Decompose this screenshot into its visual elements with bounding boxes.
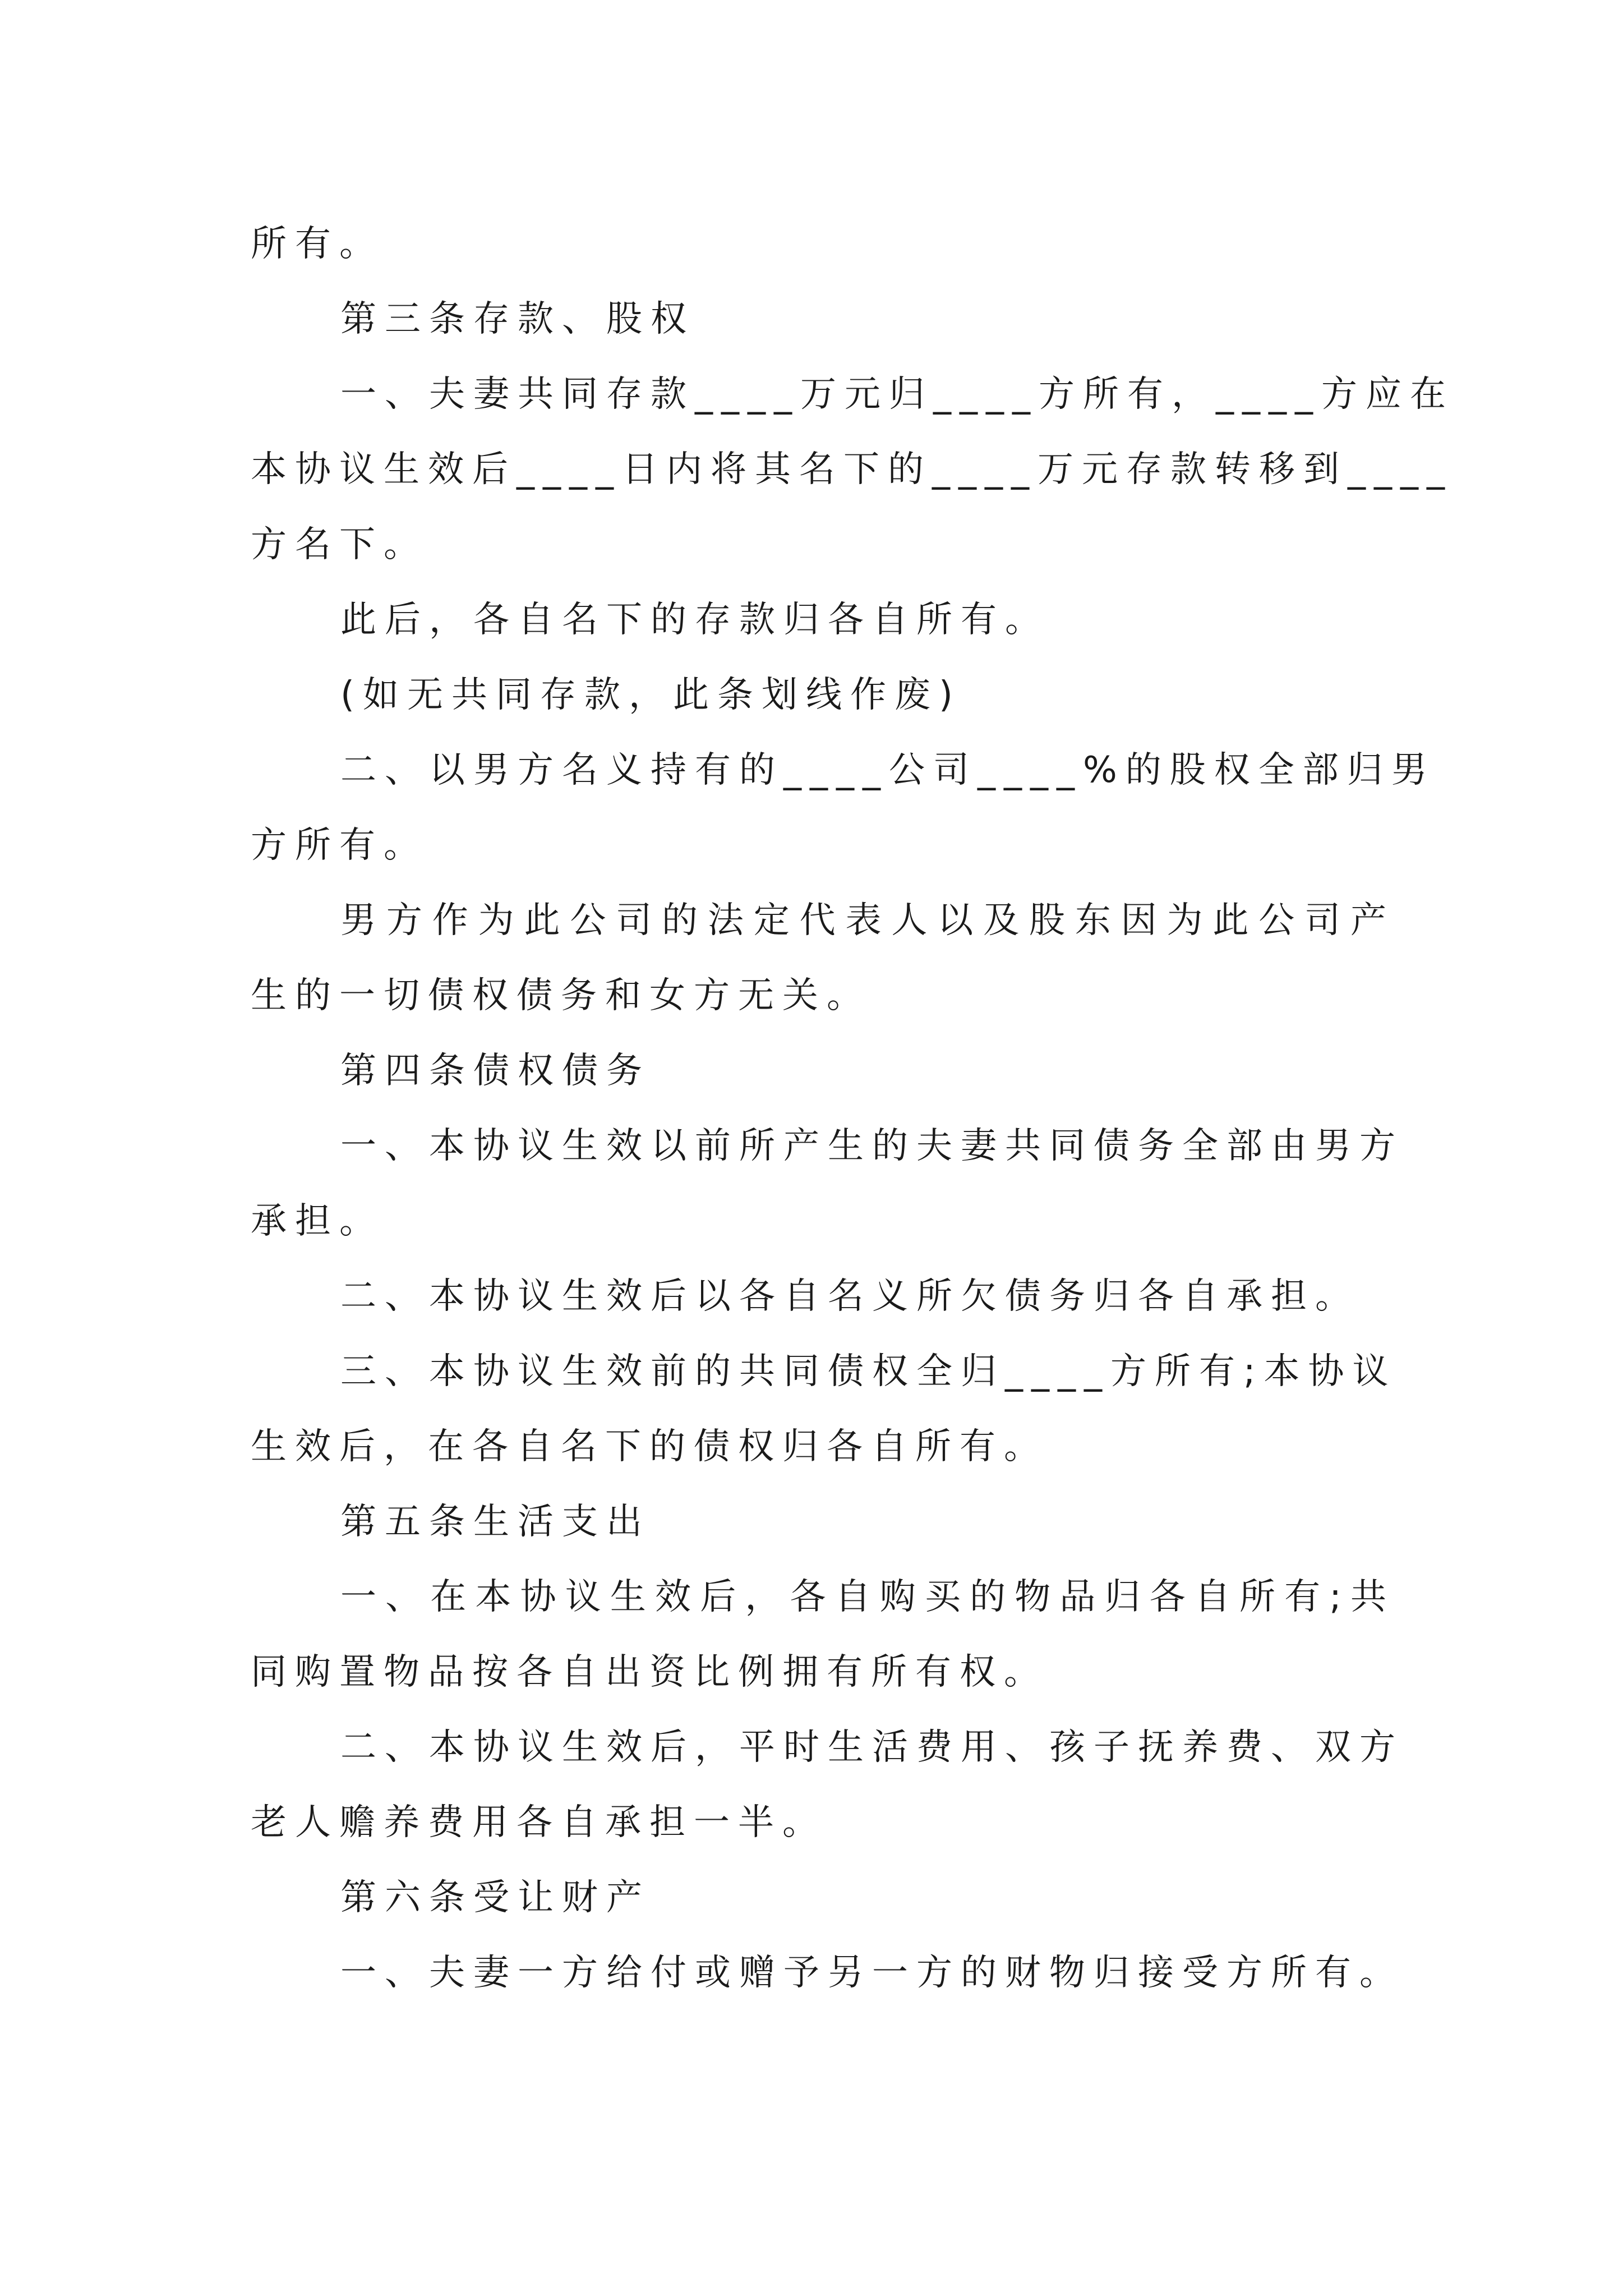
section-heading: 第四条债权债务 xyxy=(340,1050,651,1092)
paragraph-line: 一、夫妻一方给付或赠予另一方的财物归接受方所有。 xyxy=(340,1952,1404,1994)
paragraph-line: 方所有。 xyxy=(251,825,428,866)
paragraph-line: 二、本协议生效后以各自名义所欠债务归各自承担。 xyxy=(340,1276,1359,1317)
paragraph-line: 此后，各自名下的存款归各自所有。 xyxy=(340,599,1049,641)
paragraph-line: 三、本协议生效前的共同债权全归____方所有;本协议 xyxy=(340,1351,1397,1392)
paragraph-line: 老人赡养费用各自承担一半。 xyxy=(251,1802,827,1843)
paragraph-line: 本协议生效后____日内将其名下的____万元存款转移到____ xyxy=(251,449,1453,490)
paragraph-line: 方名下。 xyxy=(251,524,428,565)
paragraph-line: 生的一切债权债务和女方无关。 xyxy=(251,975,871,1016)
paragraph-line: 生效后，在各自名下的债权归各自所有。 xyxy=(251,1426,1048,1467)
paragraph-line: 二、以男方名义持有的____公司____%的股权全部归男 xyxy=(340,749,1436,791)
paragraph-line: 承担。 xyxy=(251,1200,384,1242)
section-heading: 第六条受让财产 xyxy=(340,1877,651,1918)
section-heading: 第五条生活支出 xyxy=(340,1501,651,1543)
paragraph-line: 同购置物品按各自出资比例拥有所有权。 xyxy=(251,1651,1048,1693)
paragraph-line: 一、夫妻共同存款____万元归____方所有，____方应在 xyxy=(340,374,1454,415)
paragraph-line: (如无共同存款，此条划线作废) xyxy=(340,674,961,716)
paragraph-line: 一、本协议生效以前所产生的夫妻共同债务全部由男方 xyxy=(340,1125,1404,1167)
section-heading: 第三条存款、股权 xyxy=(340,298,695,340)
paragraph-line: 所有。 xyxy=(251,223,384,265)
paragraph-line: 一、在本协议生效后，各自购买的物品归各自所有;共 xyxy=(340,1576,1395,1618)
paragraph-line: 二、本协议生效后，平时生活费用、孩子抚养费、双方 xyxy=(340,1727,1404,1768)
paragraph-line: 男方作为此公司的法定代表人以及股东因为此公司产 xyxy=(340,900,1395,941)
